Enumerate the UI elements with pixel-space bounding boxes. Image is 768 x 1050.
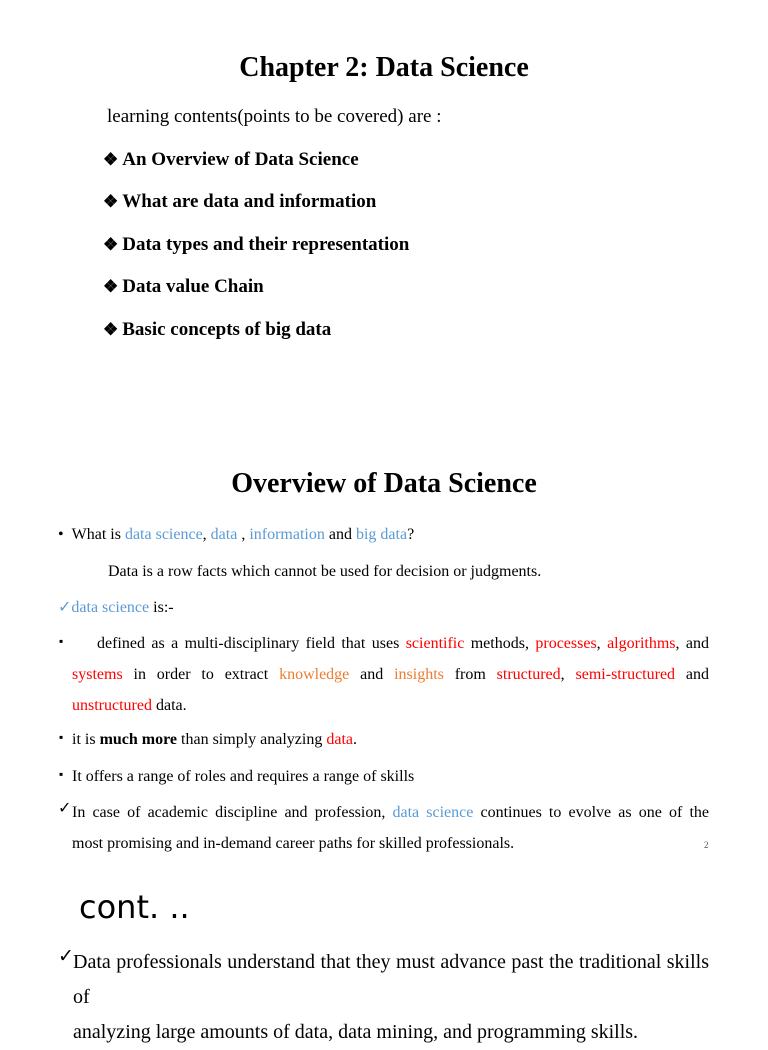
career-paragraph <box>72 797 709 859</box>
question-line <box>58 519 414 550</box>
data-science-heading <box>58 592 174 623</box>
square-bullet-icon: ▪ <box>59 634 64 648</box>
definition-paragraph <box>72 628 709 721</box>
diamond-bullet-icon: ❖ <box>103 150 119 169</box>
heading-rest: is:- <box>149 599 174 616</box>
overview-title: Overview of Data Science <box>231 468 537 499</box>
text: in order to extract <box>122 666 280 683</box>
point-label: An Overview of Data Science <box>122 149 359 170</box>
list-item <box>103 149 359 171</box>
text: it is <box>72 731 100 748</box>
point-label: Basic concepts of big data <box>122 319 332 340</box>
definition-line-3 <box>72 690 709 721</box>
term-data-science: data science <box>124 526 203 543</box>
term-big-data: big data <box>355 526 408 543</box>
bullet-dot-icon: • <box>58 526 64 543</box>
text: , <box>560 666 576 683</box>
text: , and <box>675 635 710 652</box>
term-structured: structured <box>496 666 561 683</box>
check-icon: ✓ <box>58 946 74 967</box>
sep: , <box>237 526 250 543</box>
diamond-bullet-icon: ❖ <box>103 192 119 211</box>
question-mark: ? <box>407 526 415 543</box>
professionals-line-2: analyzing large amounts of data, data mining, and programming skills. <box>73 1021 639 1043</box>
term-information: information <box>249 526 325 543</box>
square-bullet-icon: ▪ <box>59 730 64 744</box>
data-definition: Data is a row facts which cannot be used for decision or judgments. <box>108 563 542 580</box>
text: methods, <box>464 635 536 652</box>
chapter-title: Chapter 2: Data Science <box>239 52 529 83</box>
term-knowledge: knowledge <box>279 666 350 683</box>
diamond-bullet-icon: ❖ <box>103 277 119 296</box>
cont-title: cont. .. <box>79 888 190 926</box>
list-item <box>103 191 376 213</box>
career-line-2: most promising and in-demand career paths for skilled professionals. <box>72 835 515 852</box>
diamond-bullet-icon: ❖ <box>103 235 119 254</box>
term-data: data <box>210 526 238 543</box>
page-number: 2 <box>704 840 709 850</box>
list-item <box>103 234 409 256</box>
question-text: What is <box>71 526 125 543</box>
term-scientific: scientific <box>405 635 465 652</box>
diamond-bullet-icon: ❖ <box>103 320 119 339</box>
professionals-paragraph <box>73 945 709 1050</box>
text: and <box>675 666 709 683</box>
term-semi-structured: semi-structured <box>575 666 676 683</box>
term-processes: processes <box>535 635 597 652</box>
definition-line-1 <box>72 628 709 659</box>
text: than simply analyzing <box>177 731 327 748</box>
text: . <box>353 731 357 748</box>
term-data-science: data science <box>392 804 474 821</box>
check-icon: ✓ <box>58 599 72 616</box>
sep: and <box>324 526 356 543</box>
text: from <box>443 666 497 683</box>
text: data. <box>151 697 187 714</box>
text: , <box>596 635 608 652</box>
term-unstructured: unstructured <box>72 697 152 714</box>
text: defined as a multi-disciplinary field that uses <box>97 635 406 652</box>
term-data: data <box>326 731 353 748</box>
text: and <box>349 666 395 683</box>
square-bullet-icon: ▪ <box>59 767 64 781</box>
text: continues to evolve as one of the <box>473 804 709 821</box>
roles-line: It offers a range of roles and requires a range of skills <box>72 768 415 785</box>
check-icon: ✓ <box>58 800 72 817</box>
definition-line-2 <box>72 659 709 690</box>
point-label: What are data and information <box>122 191 377 212</box>
much-more-line <box>72 724 357 755</box>
emphasis-much-more: much more <box>99 731 178 748</box>
sep: , <box>202 526 211 543</box>
term-data-science: data science <box>71 599 150 616</box>
text: In case of academic discipline and profession, <box>72 804 393 821</box>
point-label: Data value Chain <box>122 276 264 297</box>
learning-contents-intro: learning contents(points to be covered) are : <box>107 106 442 127</box>
term-systems: systems <box>72 666 123 683</box>
career-line-1 <box>72 797 709 828</box>
term-algorithms: algorithms <box>607 635 676 652</box>
point-label: Data types and their representation <box>122 234 410 255</box>
professionals-line-1: Data professionals understand that they must advance past the traditional skills of <box>73 951 709 1008</box>
list-item <box>103 276 264 298</box>
term-insights: insights <box>394 666 444 683</box>
list-item <box>103 319 331 341</box>
